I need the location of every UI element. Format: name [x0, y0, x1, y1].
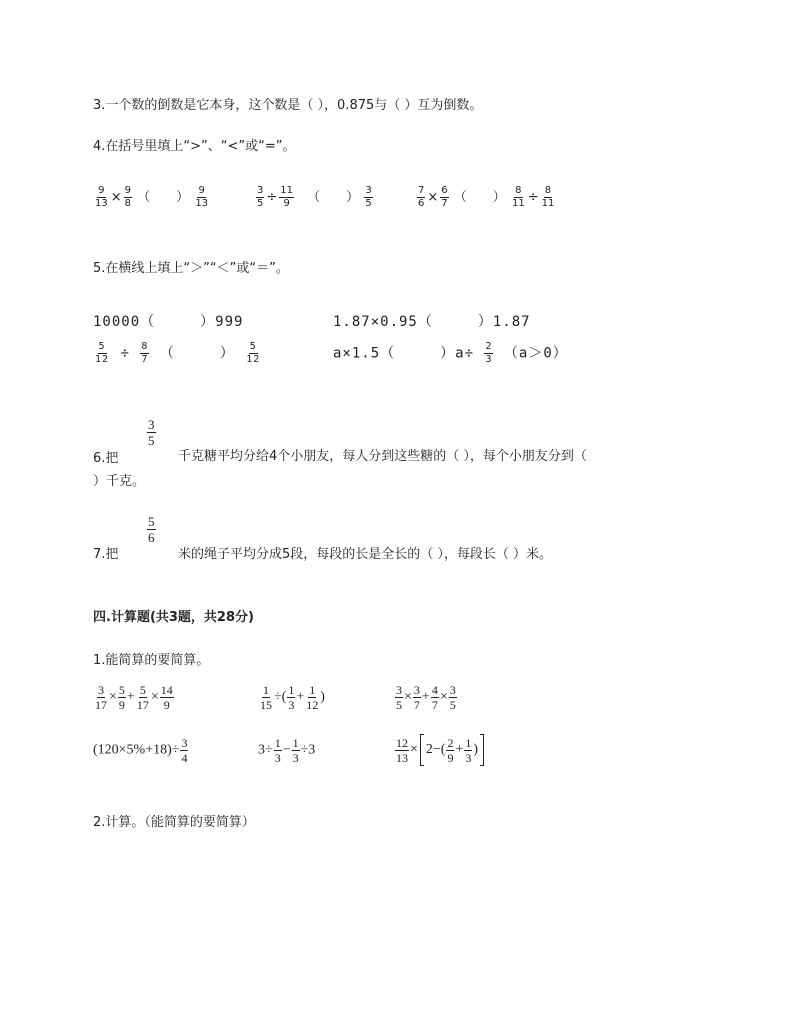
fraction: $\frac{1}{3}$ [465, 735, 472, 765]
question-5-title: 5.在横线上填上“＞”“＜”或“＝”。 [93, 261, 289, 276]
fraction: $\frac{2}{3}$ [485, 341, 493, 365]
calc-q1-title: 1.能简算的要简算。 [93, 653, 210, 668]
fraction: $\frac{9}{13}$ [95, 185, 108, 209]
fraction: $\frac{14}{9}$ [160, 683, 173, 712]
operator: ÷ [527, 190, 539, 205]
fraction: $\frac{5}{17}$ [136, 683, 149, 712]
fraction: $\frac{11}{9}$ [280, 185, 294, 209]
calc-expression-6: $\frac{12}{13}$ × 2−( $\frac{2}{9}$ + $\frac{1}{3}$ ) [394, 734, 486, 766]
fraction: $\frac{3}{5}$ [396, 683, 402, 712]
q5-row1-right: 1.87×0.95（ ）1.87 [333, 314, 531, 330]
q5-row2-right [333, 342, 568, 365]
calc-expression-2: $\frac{1}{15}$ ÷( $\frac{1}{3}$ + $\frac{1}{12}$ ) [260, 683, 325, 712]
fraction: $\frac{1}{3}$ [288, 683, 295, 712]
fraction: $\frac{5}{6}$ [148, 514, 155, 545]
calc-expression-5: 3÷ $\frac{1}{3}$ − $\frac{1}{3}$ ÷3 [258, 736, 316, 765]
fraction: $\frac{2}{9}$ [447, 735, 454, 765]
question-3-text: 3.一个数的倒数是它本身，这个数是（ ），0.875与（ ）互为倒数。 [93, 98, 483, 113]
q4-item-2 [255, 186, 374, 209]
calc-expression-3: $\frac{3}{5}$ × $\frac{3}{7}$ + $\frac{4}{7}$ × $\frac{3}{5}$ [396, 683, 456, 712]
expression-text: ) [473, 742, 479, 758]
q4-item-3 [416, 186, 556, 209]
answer-blank[interactable]: （ ） [307, 190, 360, 205]
fraction: $\frac{3}{4}$ [181, 736, 188, 765]
expression-text: a×1.5（ ）a÷ [333, 345, 475, 362]
expression-text: ÷3 [300, 742, 316, 758]
right-bracket [480, 734, 484, 766]
q4-item-1 [93, 186, 210, 209]
q6-text: 千克糖平均分给4个小朋友，每人分到这些糖的（ ），每个小朋友分到（ [178, 449, 587, 464]
answer-blank[interactable]: （ ） [453, 190, 506, 205]
section-heading: 四.计算题(共3题，共28分) [93, 610, 254, 625]
q6-line2: ）千克。 [93, 474, 146, 489]
q7-pre: 7.把 [93, 547, 119, 562]
fraction: $\frac{3}{5}$ [449, 683, 456, 712]
calc-expression-4 [93, 737, 189, 764]
q6-pre: 6.把 [93, 451, 119, 466]
fraction: $\frac{6}{7}$ [441, 185, 448, 209]
question-4-title: 4.在括号里填上“>”、“<”或“=”。 [93, 139, 296, 154]
q5-row2-left [93, 342, 262, 365]
fraction: $\frac{3}{5}$ [365, 185, 372, 209]
fraction: $\frac{3}{17}$ [95, 683, 107, 712]
fraction: $\frac{8}{11}$ [511, 185, 525, 209]
fraction: $\frac{8}{7}$ [141, 341, 149, 365]
expression-text: (120×5%+18)÷ [93, 742, 180, 758]
operator: ÷ [120, 345, 130, 362]
fraction: $\frac{4}{7}$ [431, 683, 438, 712]
fraction: $\frac{5}{12}$ [246, 341, 261, 365]
operator: × [110, 190, 122, 205]
answer-blank[interactable]: （ ） [137, 190, 190, 205]
calc-expression-1: $\frac{3}{17}$ × $\frac{5}{9}$ + $\frac{5}{17}$ × $\frac{14}{9}$ [95, 683, 173, 712]
operator: × [427, 190, 439, 205]
fraction: $\frac{12}{13}$ [396, 735, 408, 765]
left-bracket [420, 734, 424, 766]
condition-text: （a＞0） [503, 345, 568, 362]
fraction: $\frac{1}{12}$ [306, 683, 319, 712]
fraction: $\frac{1}{3}$ [292, 736, 299, 765]
q6-fraction [146, 418, 157, 447]
fraction: $\frac{5}{12}$ [95, 341, 110, 365]
fraction: $\frac{3}{7}$ [413, 683, 420, 712]
operator: ÷ [266, 190, 278, 205]
calc-q2-title: 2.计算。（能简算的要简算） [93, 815, 255, 830]
answer-blank[interactable]: （ ） [159, 345, 235, 362]
fraction: $\frac{9}{8}$ [124, 185, 132, 209]
q7-fraction [146, 515, 157, 544]
fraction: $\frac{3}{5}$ [148, 417, 155, 448]
question-3 [93, 94, 482, 113]
q7-text: 米的绳子平均分成5段，每段的长是全长的（ ），每段长（ ）米。 [178, 547, 553, 562]
fraction: $\frac{7}{6}$ [418, 185, 425, 209]
fraction: $\frac{1}{3}$ [274, 736, 281, 765]
expression-text: 3÷ [258, 742, 273, 758]
fraction: $\frac{3}{5}$ [257, 185, 264, 209]
fraction: $\frac{1}{15}$ [260, 683, 272, 712]
fraction: $\frac{9}{13}$ [195, 185, 209, 209]
q5-row1-left: 10000（ ）999 [93, 314, 244, 330]
expression-text: 2−( [425, 742, 446, 758]
fraction: $\frac{5}{9}$ [118, 683, 125, 712]
fraction: $\frac{8}{11}$ [541, 185, 555, 209]
